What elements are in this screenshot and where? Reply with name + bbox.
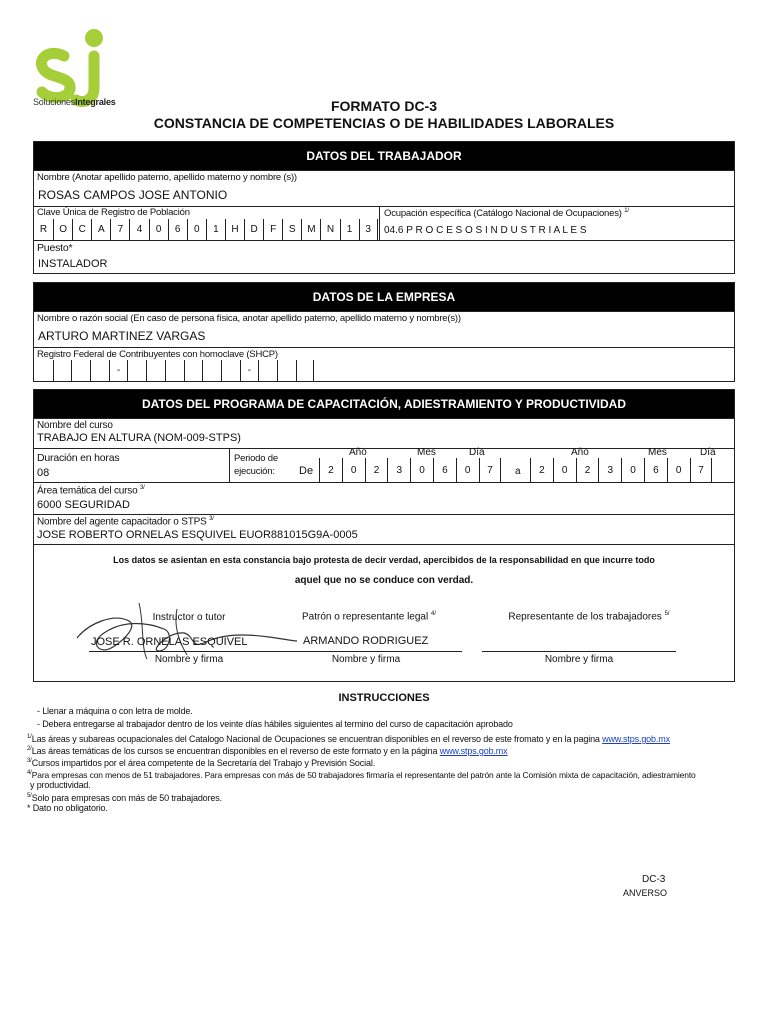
instruction-note-4-cont: y productividad.: [30, 780, 91, 790]
instruction-note-4: $^{4/}$Para empresas con menos de 51 trabajadores. Para empresas con más de 50 trabajadores firmaría el representante del patrón ante la Comisión mixta de capacitación, adiestramiento: [27, 769, 696, 780]
agent-field[interactable]: JOSE ROBERTO ORNELAS ESQUIVEL EUOR881015G9A-0005: [37, 529, 358, 541]
rfc-char-cell: [146, 360, 165, 381]
employer-sign-line: [270, 651, 462, 652]
instructor-name: JOSE R. ORNELAS ESQUIVEL: [91, 636, 248, 648]
rfc-char-cell: -: [109, 360, 128, 381]
company-name-field[interactable]: ARTURO MARTINEZ VARGAS: [38, 329, 206, 343]
footer-code: DC-3: [642, 874, 666, 885]
agent-row: [34, 514, 734, 544]
curp-char-cell: 6: [168, 219, 187, 240]
curp-field[interactable]: [34, 219, 378, 240]
form-title: FORMATO DC-3: [330, 98, 438, 114]
instruction-note-1: $^{1/}$Las áreas y subareas ocupacionales del Catalogo Nacional de Ocupaciones se encuentran disponibles en el reverso de este fromato y en la pagina www.stps.gob.mx: [27, 734, 670, 744]
employer-title: Patrón o representante legal $^{4/}$: [302, 611, 436, 623]
rfc-char-cell: [258, 360, 277, 381]
rfc-char-cell: [296, 360, 315, 381]
company-name-row: [34, 311, 734, 347]
period-label-1: Periodo de: [234, 453, 278, 464]
worker-section: [33, 141, 735, 274]
area-row: [34, 482, 734, 514]
workers-rep-caption: Nombre y firma: [544, 654, 614, 665]
rfc-char-cell: [184, 360, 203, 381]
instructor-sign-line: [89, 651, 289, 652]
instructions-title: INSTRUCCIONES: [338, 692, 430, 704]
worker-band: DATOS DEL TRABAJADOR: [34, 142, 734, 170]
end-year-label: Año: [571, 447, 589, 458]
company-name-label: Nombre o razón social (En caso de persona física, anotar apellido paterno, apellido materno y nombre(s)): [37, 313, 461, 324]
end-date-digit: 2: [576, 458, 599, 482]
divider: [379, 207, 380, 241]
curp-char-cell: 4: [129, 219, 148, 240]
curp-char-cell: S: [282, 219, 301, 240]
end-date-field[interactable]: [530, 458, 712, 482]
workers-rep-sign-line: [482, 651, 676, 652]
logo-wordmark: SolucionesIntegrales: [33, 97, 116, 107]
rfc-char-cell: [71, 360, 90, 381]
curp-char-cell: 1: [340, 219, 359, 240]
course-field[interactable]: TRABAJO EN ALTURA (NOM-009-STPS): [37, 432, 241, 444]
rfc-char-cell: [53, 360, 72, 381]
worker-position-row: [34, 240, 734, 273]
end-date-digit: 3: [598, 458, 621, 482]
start-date-digit: 7: [479, 458, 502, 482]
declaration-line-2: aquel que no se conduce con verdad.: [294, 575, 474, 586]
curp-char-cell: N: [320, 219, 339, 240]
instruction-bullet-1: - Llenar a máquina o con letra de molde.: [37, 706, 193, 716]
end-day-label: Día: [700, 447, 716, 458]
company-band: DATOS DE LA EMPRESA: [34, 283, 734, 311]
period-label-2: ejecución:: [234, 466, 275, 477]
curp-char-cell: O: [53, 219, 72, 240]
position-field[interactable]: INSTALADOR: [38, 258, 108, 270]
end-date-digit: 0: [553, 458, 576, 482]
curp-char-cell: 0: [187, 219, 206, 240]
instruction-note-3: $^{3/}$Cursos impartidos por el área competente de la Secretaría del Trabajo y Previsión Social.: [27, 758, 376, 768]
occupation-label: Ocupación específica (Catálogo Nacional de Ocupaciones) $^{1/}$: [384, 208, 629, 220]
end-date-digit: 7: [690, 458, 713, 482]
duration-period-row: [34, 448, 734, 482]
curp-char-cell: H: [225, 219, 244, 240]
area-label: Área temática del curso $^{3/}$: [37, 485, 145, 497]
rfc-char-cell: [277, 360, 296, 381]
duration-label: Duración en horas: [37, 452, 120, 464]
rfc-label: Registro Federal de Contribuyentes con homoclave (SHCP): [37, 349, 278, 360]
curp-label: Clave Única de Registro de Población: [37, 207, 190, 218]
rfc-char-cell: [165, 360, 184, 381]
agent-label: Nombre del agente capacitador o STPS $^{3/}$: [37, 516, 214, 528]
course-label: Nombre del curso: [37, 420, 113, 431]
curp-char-cell: A: [91, 219, 110, 240]
start-date-digit: 6: [433, 458, 456, 482]
to-label: a: [515, 466, 521, 477]
curp-char-cell: M: [301, 219, 320, 240]
rfc-char-cell: [202, 360, 221, 381]
instructor-title: Instructor o tutor: [152, 612, 226, 623]
worker-curp-row: [34, 206, 734, 240]
end-date-digit: 6: [644, 458, 667, 482]
curp-char-cell: 1: [206, 219, 225, 240]
from-label: De: [299, 465, 314, 477]
footer-side: ANVERSO: [623, 888, 668, 898]
worker-name-row: [34, 170, 734, 206]
start-date-field[interactable]: [319, 458, 501, 482]
start-date-digit: 2: [319, 458, 342, 482]
start-year-label: Año: [349, 447, 367, 458]
curp-char-cell: C: [72, 219, 91, 240]
instruction-note-5: $^{5/}$Solo para empresas con más de 50 trabajadores.: [27, 793, 222, 803]
worker-name-field[interactable]: ROSAS CAMPOS JOSE ANTONIO: [38, 188, 228, 202]
curp-char-cell: R: [39, 224, 48, 235]
stps-link[interactable]: www.stps.gob.mx: [439, 746, 508, 756]
end-date-digit: 2: [530, 458, 553, 482]
rfc-char-cell: [221, 360, 240, 381]
rfc-char-cell: [90, 360, 109, 381]
rfc-char-cell: -: [240, 360, 259, 381]
divider: [229, 449, 230, 483]
rfc-char-cell: [34, 360, 53, 381]
curp-char-cell: 3: [359, 219, 378, 240]
program-section: [33, 389, 735, 682]
company-section: [33, 282, 735, 382]
curp-char-cell: D: [244, 219, 263, 240]
stps-link[interactable]: www.stps.gob.mx: [602, 734, 670, 744]
form-subtitle: CONSTANCIA DE COMPETENCIAS O DE HABILIDADES LABORALES: [153, 115, 615, 131]
instructor-caption: Nombre y firma: [154, 654, 224, 665]
rfc-field[interactable]: [34, 360, 314, 381]
start-date-digit: 0: [456, 458, 479, 482]
instruction-note-6: * Dato no obligatorio.: [27, 803, 108, 813]
start-day-label: Día: [469, 447, 485, 458]
instruction-note-2: $^{2/}$Las áreas temáticas de los cursos se encuentran disponibles en el reverso de este formato y en la página www.stps.gob.mx: [27, 746, 508, 756]
company-rfc-row: [34, 347, 734, 381]
duration-field[interactable]: 08: [37, 467, 50, 479]
start-date-digit: 0: [342, 458, 365, 482]
occupation-field[interactable]: 04.6 P R O C E S O S I N D U S T R I A L E S: [384, 225, 587, 236]
curp-char-cell: 7: [110, 219, 129, 240]
position-label: Puesto*: [37, 242, 73, 254]
rfc-char-cell: [127, 360, 146, 381]
instruction-bullet-2: - Debera entregarse al trabajador dentro de los veinte días hábiles siguientes al termino del curso de capacitación aprobado: [37, 719, 513, 729]
employer-name: ARMANDO RODRIGUEZ: [303, 635, 429, 647]
worker-name-label: Nombre (Anotar apellido paterno, apellido materno y nombre (s)): [37, 172, 297, 183]
end-month-label: Mes: [648, 447, 667, 458]
declaration-line-1: Los datos se asientan en esta constancia bajo protesta de decir verdad, apercibidos de la responsabilidad en que incurre todo: [113, 555, 655, 565]
start-date-digit: 2: [365, 458, 388, 482]
program-band: DATOS DEL PROGRAMA DE CAPACITACIÓN, ADIESTRAMIENTO Y PRODUCTIVIDAD: [34, 390, 734, 418]
end-date-digit: 0: [621, 458, 644, 482]
curp-char-cell: F: [263, 219, 282, 240]
start-month-label: Mes: [417, 447, 436, 458]
curp-char-cell: 0: [149, 219, 168, 240]
start-date-digit: 0: [410, 458, 433, 482]
workers-rep-title: Representante de los trabajadores $^{5/}$: [508, 611, 670, 623]
start-date-digit: 3: [387, 458, 410, 482]
area-field[interactable]: 6000 SEGURIDAD: [37, 499, 130, 511]
employer-caption: Nombre y firma: [331, 654, 401, 665]
signature-area: [34, 544, 734, 681]
course-row: [34, 418, 734, 448]
end-date-digit: 0: [667, 458, 690, 482]
